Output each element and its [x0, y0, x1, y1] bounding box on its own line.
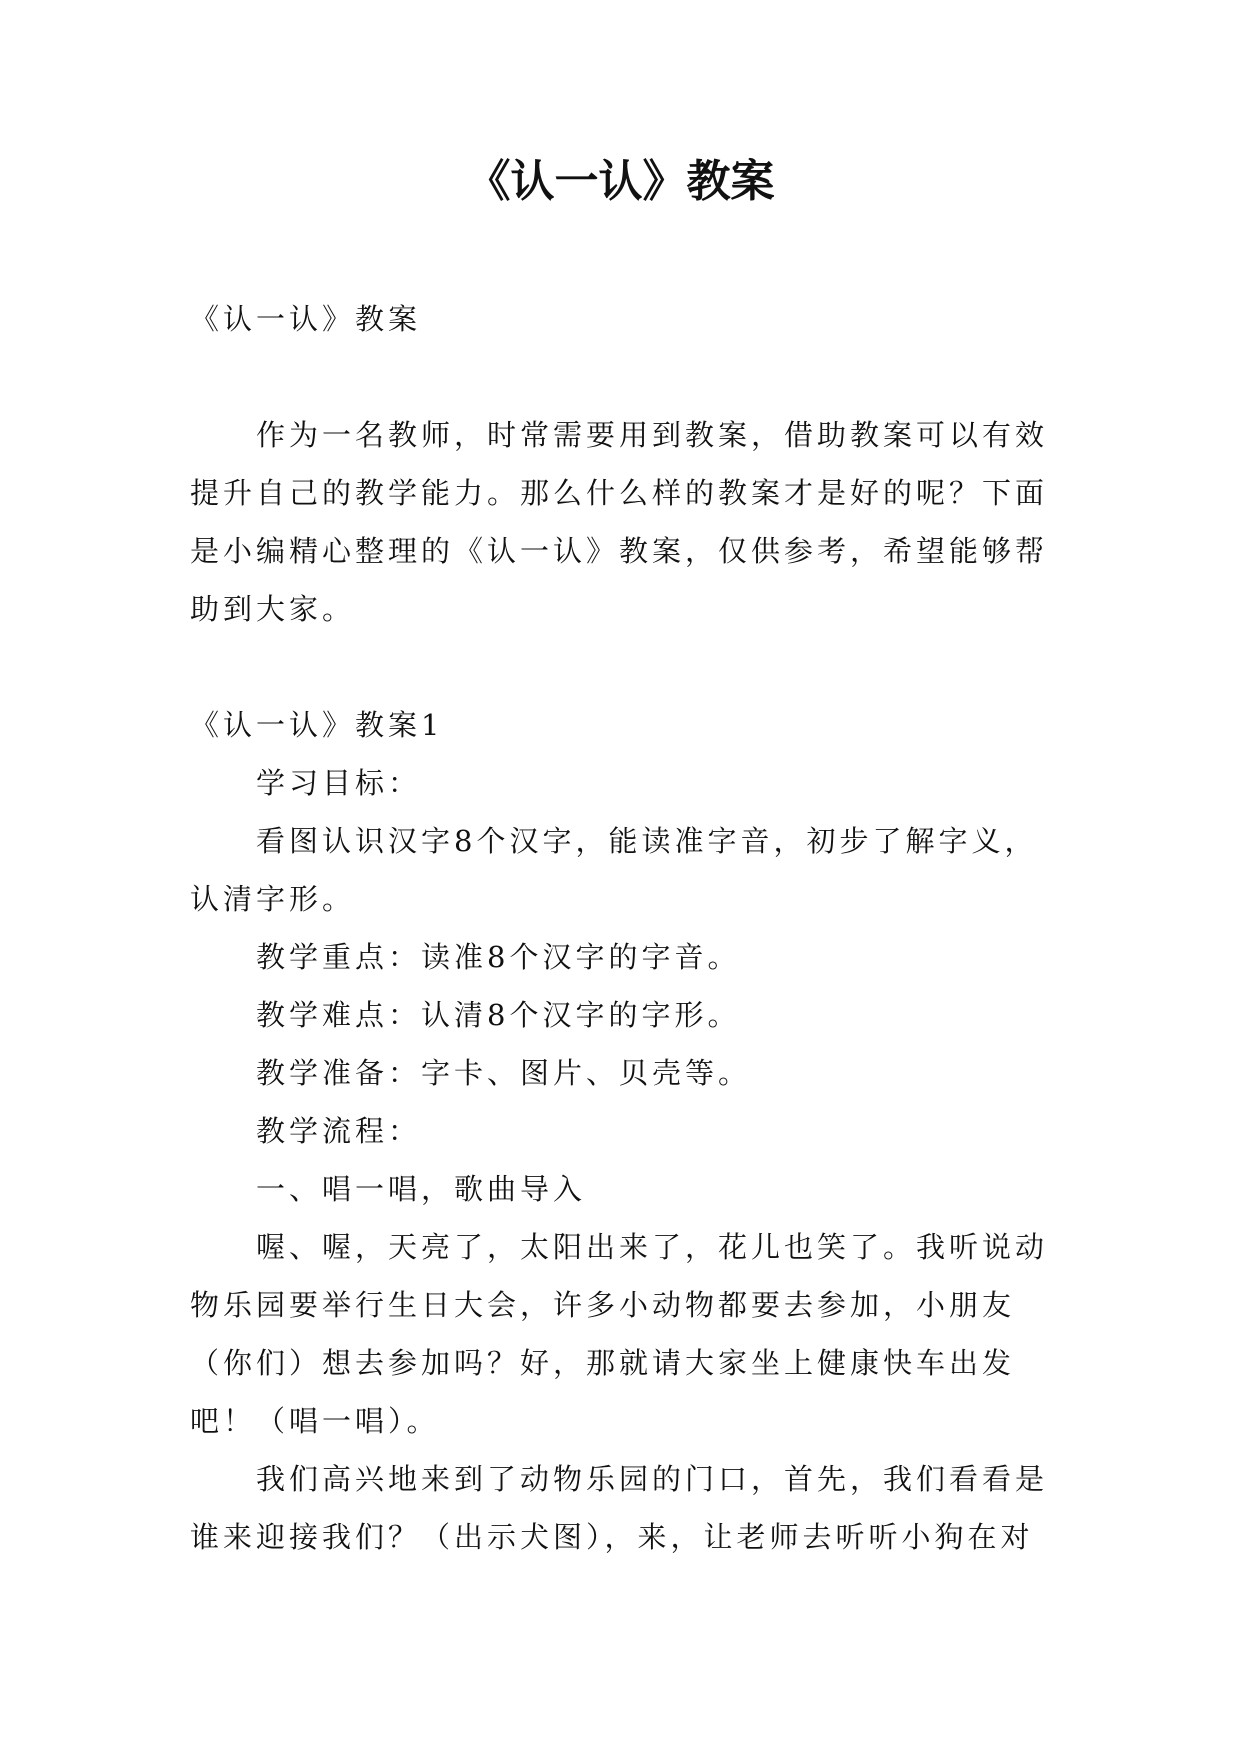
paragraph-preparation: 教学准备：字卡、图片、贝壳等。 — [256, 1056, 752, 1090]
paragraph-learning-goals: 学习目标： — [256, 766, 422, 800]
paragraph-difficulty: 教学难点：认清8个汉字的字形。 — [256, 998, 741, 1032]
paragraph-story: 喔、喔，天亮了，太阳出来了，花儿也笑了。我听说动物乐园要举行生日大会，许多小动物都要去参加，小朋友（你们）想去参加吗？好，那就请大家坐上健康快车出发吧！（唱一唱）。 — [190, 1230, 1049, 1438]
paragraph-key-point: 教学重点：读准8个汉字的字音。 — [256, 940, 741, 974]
paragraph-step-one: 一、唱一唱，歌曲导入 — [256, 1172, 587, 1206]
spacer — [190, 348, 1050, 406]
document-body — [190, 290, 1050, 1566]
spacer — [190, 638, 1050, 696]
document-title: 《认一认》教案 — [466, 156, 775, 207]
intro-paragraph: 作为一名教师，时常需要用到教案，借助教案可以有效提升自己的教学能力。那么什么样的教案才是好的呢？下面是小编精心整理的《认一认》教案，仅供参考，希望能够帮助到大家。 — [190, 418, 1049, 626]
document-subtitle: 《认一认》教案 — [190, 302, 422, 336]
section-heading: 《认一认》教案1 — [190, 708, 444, 742]
paragraph-process: 教学流程： — [256, 1114, 422, 1148]
paragraph-goals-detail: 看图认识汉字8个汉字，能读准字音，初步了解字义，认清字形。 — [190, 824, 1038, 916]
paragraph-arrival: 我们高兴地来到了动物乐园的门口，首先，我们看看是谁来迎接我们？（出示犬图），来，让老师去听听小狗在对 — [190, 1462, 1049, 1554]
